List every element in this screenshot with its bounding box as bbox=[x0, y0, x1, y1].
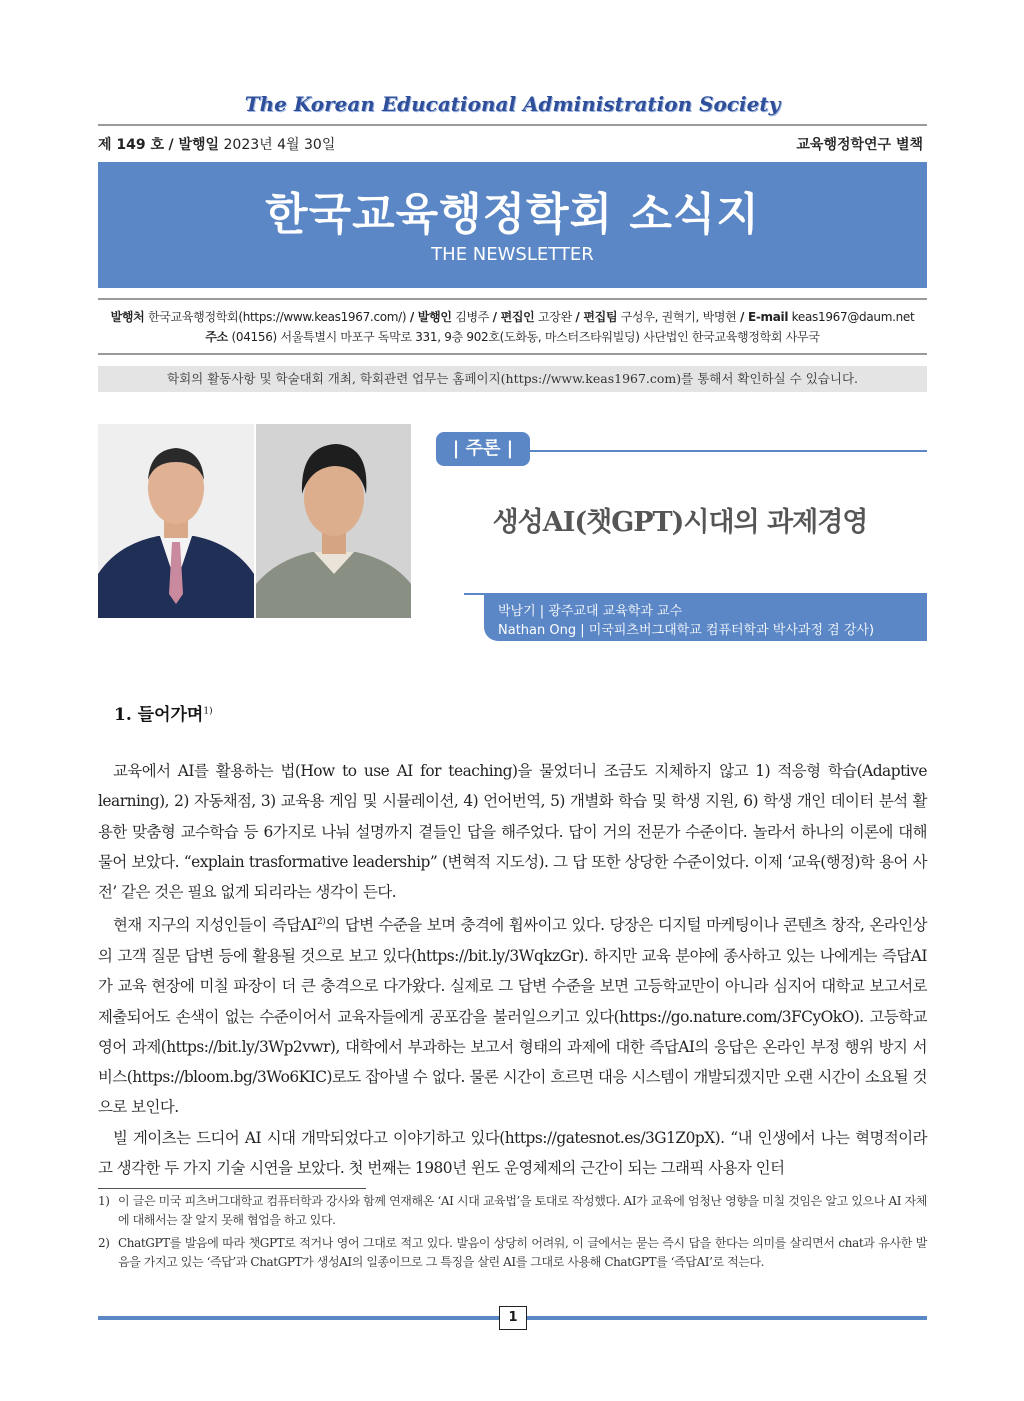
author-1: 박남기 | 광주교대 교육학과 교수 bbox=[498, 604, 683, 619]
team-label: 편집팀 bbox=[583, 310, 618, 324]
divider bbox=[98, 353, 927, 355]
banner-title: 한국교육행정학회 소식지 bbox=[265, 189, 760, 240]
footnote-text: ChatGPT를 발음에 따라 챗GPT로 적거나 영어 그대로 적고 있다. 발음이 상당히 어려워, 이 글에서는 묻는 즉시 답을 한다는 의미를 살리면서 chat과 유사한 발음을 가지고 있는 ‘즉답’과 ChatGPT가 생성AI의 일종이므로 그 특징을 살린 AI를 그대로 사용해 ChatGPT를 ‘즉답AI’로 적는다. bbox=[118, 1236, 927, 1269]
email-value[interactable]: keas1967@daum.net bbox=[791, 310, 915, 324]
email-label: E-mail bbox=[747, 310, 789, 324]
divider bbox=[98, 124, 927, 126]
author-photo-1 bbox=[98, 424, 254, 618]
address-value: (04156) 서울특별시 마포구 독막로 331, 9층 902호(도화동, 마스터즈타워빌딩) 사단법인 한국교육행정학회 사무국 bbox=[231, 330, 820, 344]
footnote-number: 1) bbox=[98, 1194, 110, 1208]
paragraph-text: 현재 지구의 지성인들이 즉답AI bbox=[113, 916, 317, 935]
footnote bbox=[98, 1234, 927, 1271]
issuer-value: 김병주 bbox=[455, 310, 490, 324]
page-number: 1 bbox=[499, 1306, 527, 1330]
footnote-text: 이 글은 미국 피츠버그대학교 컴퓨터학과 강사와 함께 연재해온 ‘AI 시대 교육법’을 토대로 작성했다. AI가 교육에 엄청난 영향을 미칠 것임은 알고 있으나 AI 자체에 대해서는 잘 알지 못해 협업을 하고 있다. bbox=[118, 1194, 927, 1227]
article-body bbox=[98, 756, 927, 1183]
newsletter-banner bbox=[98, 162, 927, 288]
footnote bbox=[98, 1192, 927, 1229]
divider bbox=[98, 298, 927, 300]
paragraph: 교육에서 AI를 활용하는 법(How to use AI for teaching)을 물었더니 조금도 지체하지 않고 1) 적응형 학습(Adaptive learning), 2) 자동채점, 3) 교육용 게임 및 시뮬레이션, 4) 언어번역, 5) 개별화 학습 및 학생 지원, 6) 학생 개인 데이터 분석 활용한 맞춤형 교수학습 등 6가지로 나눠 설명까지 곁들인 답을 해주었다. 답이 거의 전문가 수준이다. 놀라서 하나의 이론에 대해 물어 보았다. “explain trasformative leadership” (변혁적 지도성). 그 답 또한 상당한 수준이었다. 이제 ‘교육(행정)학 용어 사전’ 같은 것은 필요 없게 되리라는 생각이 든다. bbox=[98, 762, 927, 902]
notice-bar: 학회의 활동사항 및 학술대회 개최, 학회관련 업무는 홈페이지(https://www.keas1967.com)를 통해서 확인하실 수 있습니다. bbox=[98, 366, 927, 392]
masthead-title: The Korean Educational Administration Society bbox=[244, 92, 781, 116]
section-heading bbox=[114, 700, 213, 725]
author-bar bbox=[484, 593, 927, 641]
publisher-label: 발행처 bbox=[110, 310, 145, 324]
author-2: Nathan Ong | 미국피츠버그대학교 컴퓨터학과 박사과정 겸 강사) bbox=[498, 623, 875, 638]
editor-label: 편집인 bbox=[500, 310, 535, 324]
footnotes bbox=[98, 1192, 927, 1276]
issue-info: 제 149 호 / 발행일 2023년 4월 30일 교육행정학연구 별책 bbox=[98, 134, 927, 154]
issuer-label: 발행인 bbox=[417, 310, 452, 324]
tag-divider bbox=[530, 450, 927, 452]
supplement-label: 교육행정학연구 별책 bbox=[796, 137, 923, 153]
address-label: 주소 bbox=[205, 330, 228, 344]
author-photo-2 bbox=[256, 424, 411, 618]
footnote-ref[interactable]: 1) bbox=[203, 706, 213, 717]
article-tag: | 주론 | bbox=[436, 432, 530, 466]
section-heading-text: 1. 들어가며 bbox=[114, 705, 204, 725]
team-value: 구성우, 권혁기, 박명현 bbox=[620, 310, 737, 324]
footnote-divider bbox=[98, 1188, 366, 1189]
editor-value: 고장완 bbox=[537, 310, 572, 324]
publisher-info: 발행처 한국교육행정학회(https://www.keas1967.com/) / 발행인 김병주 / 편집인 고장완 / 편집팀 구성우, 권혁기, 박명현 / E-mail keas1967@daum.net 주소 (04156) 서울특별시 마포구 독막로 331, 9층 902호(도화동, 마스터즈타워빌딩) 사단법인 한국교육행정학회 사무국 bbox=[110, 310, 915, 344]
footnote-ref[interactable]: 2) bbox=[316, 917, 326, 928]
paragraph bbox=[98, 907, 927, 1122]
issue-number: 제 149 호 bbox=[98, 137, 165, 153]
publisher-value: 한국교육행정학회(https://www.keas1967.com/) bbox=[148, 310, 407, 324]
paragraph-text: 의 답변 수준을 보며 충격에 휩싸이고 있다. 당장은 디지털 마케팅이나 콘텐츠 창작, 온라인상의 고객 질문 답변 등에 활용될 것으로 보고 있다(https://bit.ly/3WqkzGr). 하지만 교육 분야에 종사하고 있는 나에게는 즉답AI가 교육 현장에 미칠 파장이 더 큰 충격으로 다가왔다. 실제로 그 답변 수준을 보면 고등학교만이 아니라 심지어 대학교 보고서로 제출되어도 손색이 없는 수준이어서 교육자들에게 공포감을 불러일으키고 있다(https://go.nature.com/3FCyOkO). 고등학교 영어 과제(https://bit.ly/3Wp2vwr), 대학에서 부과하는 보고서 형태의 과제에 대한 즉답AI의 응답은 온라인 부정 행위 방지 서비스(https://bloom.bg/3Wo6KIC)로도 잡아낼 수 없다. 물론 시간이 흐르면 대응 시스템이 개발되겠지만 오랜 시간이 소요될 것으로 보인다. bbox=[98, 916, 928, 1117]
footnote-number: 2) bbox=[98, 1236, 110, 1250]
date-label: 발행일 bbox=[178, 137, 220, 153]
paragraph: 빌 게이츠는 드디어 AI 시대 개막되었다고 이야기하고 있다(https://gatesnot.es/3G1Z0pX). “내 인생에서 나는 혁명적이라고 생각한 두 가지 기술 시연을 보았다. 첫 번째는 1980년 윈도 운영체제의 근간이 되는 그래픽 사용자 인터 bbox=[98, 1128, 927, 1177]
issue-date: 2023년 4월 30일 bbox=[223, 137, 336, 153]
article-title: 생성AI(챗GPT)시대의 과제경영 bbox=[492, 507, 868, 538]
banner-subtitle: THE NEWSLETTER bbox=[431, 244, 594, 265]
